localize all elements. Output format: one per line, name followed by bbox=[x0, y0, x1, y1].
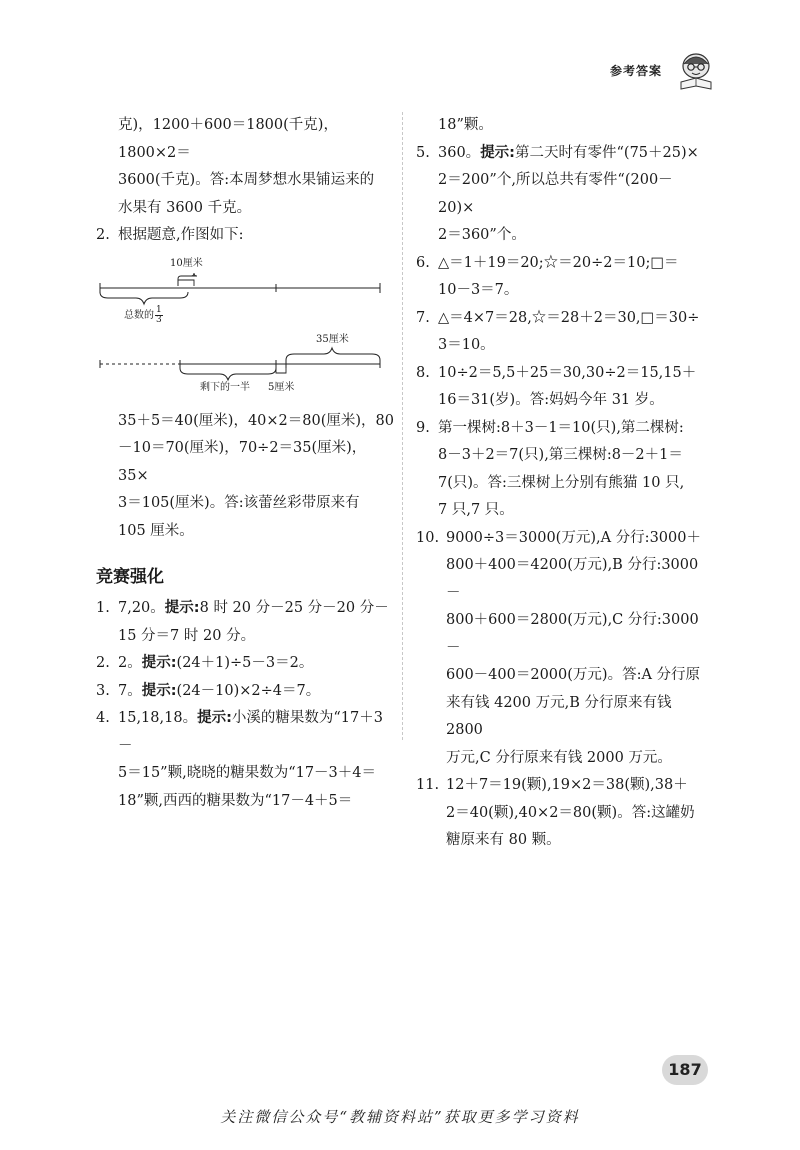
hint-label: 提示: bbox=[164, 600, 200, 616]
label-5cm: 5厘米 bbox=[268, 381, 295, 393]
hint-label: 提示: bbox=[197, 710, 232, 726]
answer-item-3 bbox=[96, 678, 396, 706]
item-line: 800＋600＝2800(万元),C 分行:3000－ bbox=[446, 612, 699, 656]
answer-item-11 bbox=[416, 772, 708, 800]
item-line: 15 分＝7 时 20 分。 bbox=[118, 627, 256, 644]
intro-line: 克)，1200＋600＝1800(千克)，1800×2＝ bbox=[118, 117, 338, 161]
item-line: 18”颗,西西的糖果数为“17－4＋5＝ bbox=[118, 792, 353, 809]
answer-item-2b bbox=[96, 650, 396, 678]
item-number: 8. bbox=[416, 364, 430, 381]
item-line: 12＋7＝19(颗),19×2＝38(颗),38＋ bbox=[446, 777, 688, 793]
item-line: 16＝31(岁)。答:妈妈今年 31 岁。 bbox=[438, 392, 664, 408]
section-title: 竞赛强化 bbox=[96, 567, 164, 587]
fraction bbox=[155, 306, 163, 325]
answer-item-4 bbox=[96, 705, 396, 760]
item-line: 万元,C 分行原来有钱 2000 万元。 bbox=[446, 749, 672, 766]
intro-line: 水果有 3600 千克。 bbox=[118, 199, 252, 216]
column-divider bbox=[402, 112, 403, 740]
item-line: 8 时 20 分－25 分－20 分－ bbox=[199, 600, 389, 616]
item-number: 1. bbox=[96, 600, 110, 616]
answer-item-5 bbox=[416, 140, 708, 168]
label-10cm: 10厘米 bbox=[170, 257, 203, 269]
left-column bbox=[96, 112, 396, 815]
continued-line: 18”颗。 bbox=[438, 117, 493, 133]
calc-line: 35＋5＝40(厘米)，40×2＝80(厘米)，80 bbox=[118, 412, 394, 429]
item-number: 11. bbox=[416, 777, 440, 793]
answer-item-8 bbox=[416, 360, 708, 388]
answer-item-7 bbox=[416, 305, 708, 333]
diagram-lines bbox=[96, 254, 396, 402]
item-number: 9. bbox=[416, 419, 430, 436]
answer-item-1 bbox=[96, 595, 396, 623]
page-number: 187 bbox=[662, 1055, 708, 1085]
item-line: 2＝200”个,所以总共有零件“(200－20)× bbox=[438, 172, 673, 216]
item-line: 第一棵树:8＋3－1＝10(只),第二棵树: bbox=[438, 419, 684, 436]
item-line: 3＝10。 bbox=[438, 337, 495, 353]
item-number: 2. bbox=[96, 655, 110, 671]
item-line: 来有钱 4200 万元,B 分行原来有钱 2800 bbox=[446, 694, 672, 738]
item-number: 6. bbox=[416, 254, 430, 271]
answer-item-2 bbox=[96, 222, 396, 250]
hint-label: 提示: bbox=[480, 144, 515, 161]
label-total-third bbox=[124, 306, 163, 325]
label-35cm: 35厘米 bbox=[316, 333, 349, 345]
ten-cm-bracket bbox=[178, 280, 194, 286]
footer-note: 关注微信公众号“教辅资料站”获取更多学习资料 bbox=[220, 1108, 580, 1126]
item-number: 5. bbox=[416, 144, 430, 161]
item-answer: 7,20。 bbox=[118, 600, 165, 616]
item-line: 8－3＋2＝7(只),第三棵树:8－2＋1＝ bbox=[438, 447, 683, 463]
fraction-numerator: 1 bbox=[156, 304, 162, 315]
page-header bbox=[610, 52, 720, 92]
item-number: 10. bbox=[416, 529, 440, 546]
item-line: 5＝15”颗,晓晓的糖果数为“17－3＋4＝ bbox=[118, 765, 377, 781]
line-segment-diagram bbox=[96, 254, 396, 402]
item-line: 2＝40(颗),40×2＝80(颗)。答:这罐奶 bbox=[446, 804, 695, 821]
calc-line: 105 厘米。 bbox=[118, 522, 194, 539]
item-line: (24＋1)÷5－3＝2。 bbox=[176, 655, 314, 671]
item-text: 根据题意,作图如下: bbox=[118, 227, 244, 243]
five-cm-bracket bbox=[276, 368, 286, 373]
third-brace bbox=[100, 292, 188, 304]
right-column bbox=[416, 112, 708, 855]
item-line: 7(只)。答:三棵树上分别有熊猫 10 只, bbox=[438, 474, 685, 491]
item-text bbox=[118, 595, 396, 623]
item-line: (24－10)×2÷4＝7。 bbox=[176, 682, 321, 699]
item-text bbox=[118, 650, 396, 678]
item-line: 7 只,7 只。 bbox=[438, 502, 514, 518]
calc-line: －10＝70(厘米)，70÷2＝35(厘米)，35× bbox=[118, 440, 367, 484]
hint-label: 提示: bbox=[141, 655, 177, 671]
item-line: 小溪的糖果数为“17＋3－ bbox=[118, 710, 383, 754]
item-number: 2. bbox=[96, 227, 110, 243]
item-line: 10－3＝7。 bbox=[438, 282, 519, 298]
item-line: △＝1＋19＝20;☆＝20÷2＝10;□＝ bbox=[438, 254, 679, 271]
calc-line: 3＝105(厘米)。答:该蕾丝彩带原来有 bbox=[118, 495, 360, 511]
item-line: 10÷2＝5,5＋25＝30,30÷2＝15,15＋ bbox=[438, 364, 697, 381]
item-text bbox=[438, 140, 708, 168]
item-text bbox=[118, 705, 396, 760]
item-line: 第二天时有零件“(75＋25)× bbox=[515, 144, 699, 161]
item-text bbox=[118, 678, 396, 706]
thirtyfive-brace bbox=[286, 348, 380, 360]
item-answer: 360。 bbox=[438, 144, 481, 161]
label-half: 剩下的一半 bbox=[200, 381, 250, 393]
item-line: 2＝360”个。 bbox=[438, 227, 526, 243]
hint-label: 提示: bbox=[141, 682, 177, 699]
item-answer: 15,18,18。 bbox=[118, 710, 198, 726]
item-answer: 2。 bbox=[118, 655, 142, 671]
answer-item-9 bbox=[416, 415, 708, 443]
item-line: △＝4×7＝28,☆＝28＋2＝30,□＝30÷ bbox=[438, 309, 700, 326]
intro-line: 3600(千克)。答:本周梦想水果铺运来的 bbox=[118, 172, 375, 188]
item-line: 800＋400＝4200(万元),B 分行:3000－ bbox=[446, 557, 699, 601]
item-line: 9000÷3＝3000(万元),A 分行:3000＋ bbox=[446, 529, 701, 546]
answer-item-10 bbox=[416, 525, 708, 553]
student-reading-icon bbox=[676, 52, 716, 90]
item-line: 600－400＝2000(万元)。答:A 分行原 bbox=[446, 667, 701, 683]
fraction-denominator: 3 bbox=[156, 314, 162, 325]
label-total: 总数的 bbox=[124, 309, 154, 321]
item-number: 4. bbox=[96, 710, 110, 726]
half-brace bbox=[180, 368, 276, 380]
header-title: 参考答案 bbox=[610, 64, 663, 78]
item-answer: 7。 bbox=[118, 682, 142, 699]
item-line: 糖原来有 80 颗。 bbox=[446, 832, 561, 848]
item-number: 7. bbox=[416, 309, 430, 326]
answer-item-6 bbox=[416, 250, 708, 278]
item-number: 3. bbox=[96, 682, 110, 699]
